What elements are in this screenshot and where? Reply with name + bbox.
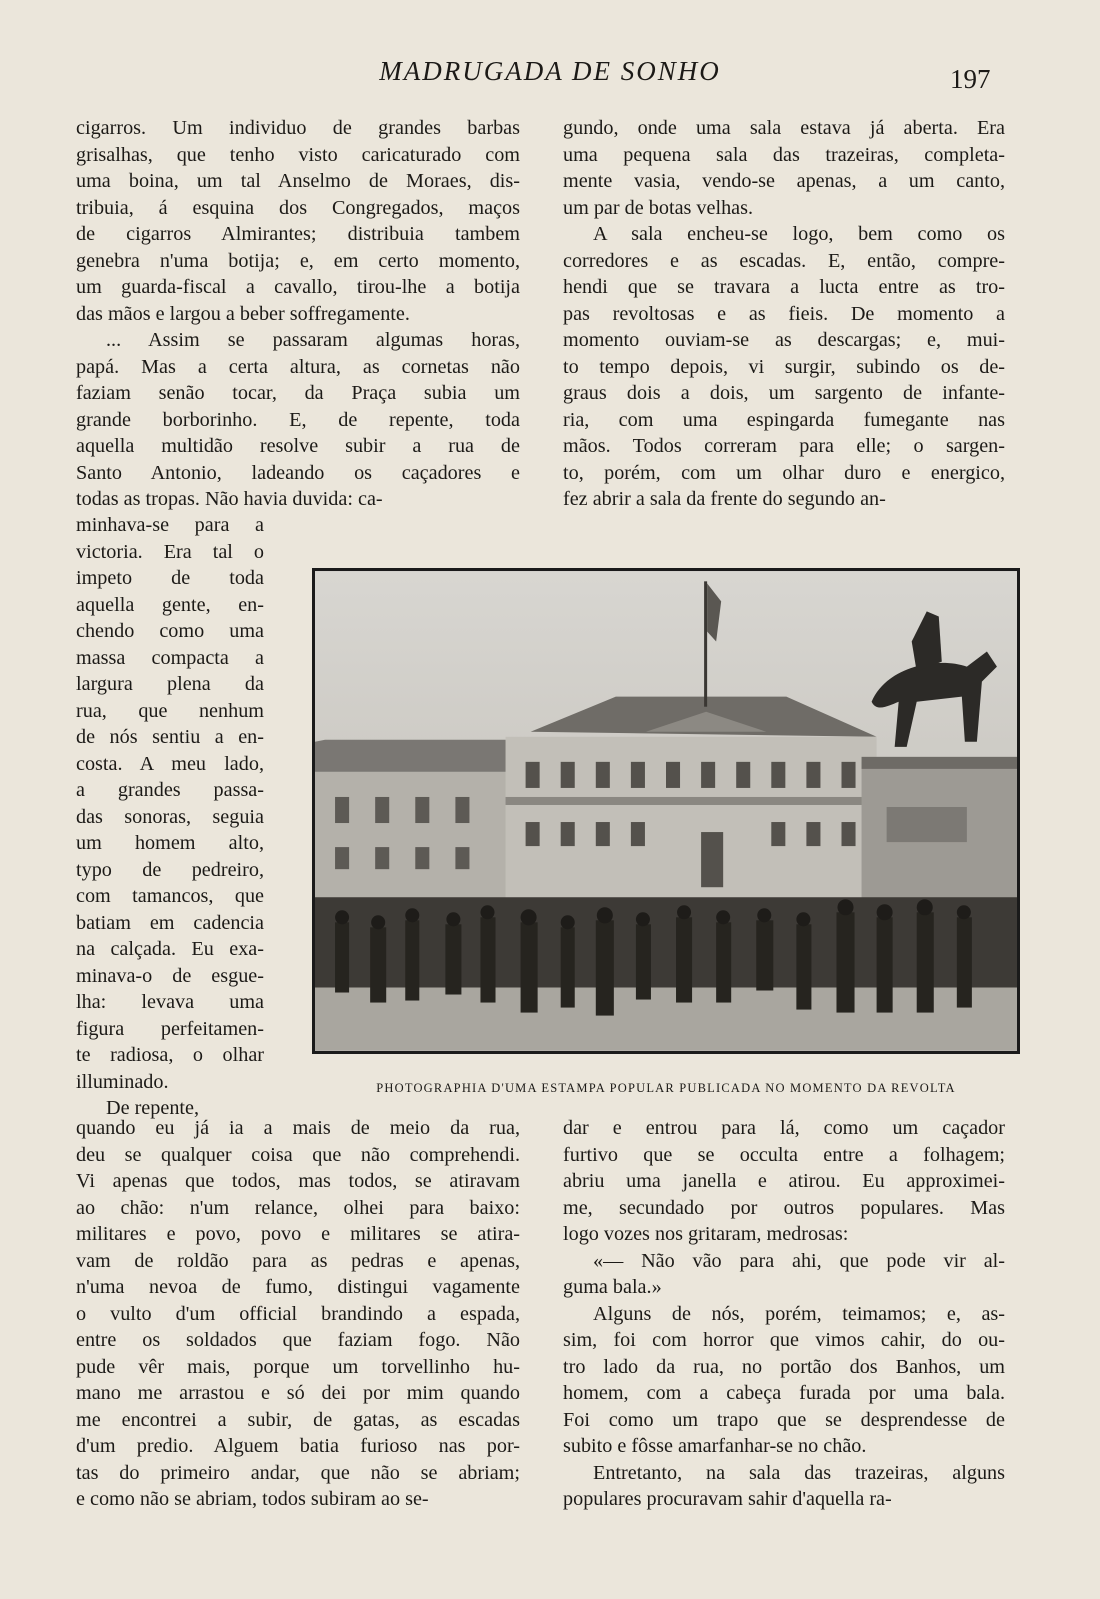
text-line: hendi que se travara a lucta entre as tro-: [563, 276, 1005, 298]
text-line: Santo Antonio, ladeando os caçadores e: [76, 461, 520, 484]
text-line: De repente,: [106, 1097, 200, 1119]
text-line: n'uma nevoa de fumo, distingui vagamente: [76, 1276, 520, 1298]
text-line: um par de botas velhas.: [563, 196, 754, 219]
text-line: todas as tropas. Não havia duvida: ca-: [76, 488, 383, 510]
text-line: me encontrei a subir, de gatas, as escadas: [76, 1408, 520, 1431]
text-line: costa. A meu lado,: [76, 752, 264, 775]
text-line: das mãos e largou a beber soffregamente.: [76, 302, 410, 325]
text-line: com tamancos, que: [76, 885, 264, 907]
text-line: fez abrir a sala da frente do segundo an-: [563, 488, 886, 510]
text-line: um homem alto,: [76, 832, 264, 854]
text-line: gundo, onde uma sala estava já aberta. Era: [563, 117, 1005, 139]
text-line: genebra n'uma botija; e, em certo momento,: [76, 249, 520, 272]
text-line: pas revoltosas e as fieis. De momento a: [563, 302, 1005, 325]
text-line: tro lado da rua, no portão dos Banhos, um: [563, 1355, 1005, 1378]
engraving-illustration: [315, 571, 1017, 1051]
text-line: victoria. Era tal o: [76, 540, 264, 563]
text-line: cigarros. Um individuo de grandes barbas: [76, 117, 520, 139]
text-line: o vulto d'um official brandindo a espada,: [76, 1302, 520, 1325]
text-line: mano me arrastou e só dei por mim quando: [76, 1382, 520, 1404]
text-line: lha: levava uma: [76, 991, 264, 1013]
running-header-title: MADRUGADA DE SONHO: [379, 56, 721, 86]
text-line: largura plena da: [76, 673, 264, 695]
photo-caption: PHOTOGRAPHIA D'UMA ESTAMPA POPULAR PUBLICADA NO MOMENTO DA REVOLTA: [376, 1081, 956, 1095]
text-line: graus dois a dois, um sargento de infante-: [563, 382, 1005, 404]
text-line: figura perfeitamen-: [76, 1017, 264, 1040]
text-line: typo de pedreiro,: [76, 858, 264, 881]
text-line: d'um predio. Alguem batia furioso nas por-: [76, 1435, 520, 1457]
text-line: Entretanto, na sala das trazeiras, alguns: [593, 1461, 1005, 1484]
text-line: um guarda-fiscal a cavallo, tirou-lhe a botija: [76, 276, 520, 298]
text-line: corredores e as escadas. E, então, compre-: [563, 249, 1005, 272]
text-line: grisalhas, que tenho visto caricaturado com: [76, 143, 520, 166]
text-line: impeto de toda: [76, 567, 264, 589]
text-line: entre os soldados que faziam fogo. Não: [76, 1329, 520, 1351]
text-line: A sala encheu-se logo, bem como os: [593, 223, 1005, 245]
text-line: Vi apenas que todos, mas todos, se atiravam: [76, 1170, 520, 1192]
text-line: de cigarros Almirantes; distribuia tambem: [76, 223, 520, 245]
text-line: abriu uma janella e atirou. Eu approximei-: [563, 1170, 1005, 1192]
text-line: subito e fôsse amarfanhar-se no chão.: [563, 1435, 867, 1457]
text-line: to tempo depois, vi surgir, subindo os de-: [563, 355, 1005, 378]
text-line: papá. Mas a certa altura, as cornetas não: [76, 355, 520, 378]
text-line: minhava-se para a: [76, 514, 264, 536]
narrow-column-beside-photo: [76, 512, 264, 1122]
top-left-column: [76, 115, 520, 513]
text-line: minava-o de esgue-: [76, 964, 264, 987]
text-line: Foi como um trapo que se desprendesse de: [563, 1408, 1005, 1431]
text-line: logo vozes nos gritaram, medrosas:: [563, 1223, 849, 1245]
text-line: dar e entrou para lá, como um caçador: [563, 1117, 1005, 1139]
text-line: momento ouviam-se as descargas; e, mui-: [563, 329, 1005, 351]
main-palace: [506, 697, 877, 908]
text-line: uma boina, um tal Anselmo de Moraes, dis-: [76, 170, 520, 192]
text-line: aquella gente, en-: [76, 593, 264, 616]
text-line: furtivo que se occulta entre a folhagem;: [563, 1143, 1005, 1166]
text-line: de nós sentiu a en-: [76, 726, 264, 748]
text-line: me, secundado por outros populares. Mas: [563, 1196, 1005, 1219]
text-line: vam de roldão para as pedras e apenas,: [76, 1249, 520, 1272]
text-line: militares e povo, povo e militares se atira-: [76, 1223, 520, 1245]
text-line: quando eu já ia a mais de meio da rua,: [76, 1117, 520, 1139]
bottom-left-column: [76, 1115, 520, 1513]
text-line: homem, com a cabeça furada por uma bala.: [563, 1382, 1005, 1404]
text-line: batiam em cadencia: [76, 911, 264, 934]
text-line: das sonoras, seguia: [76, 805, 264, 828]
crowd: [315, 897, 1017, 1050]
text-line: aquella multidão resolve subir a rua de: [76, 435, 520, 457]
text-line: Alguns de nós, porém, teimamos; e, as-: [593, 1302, 1005, 1325]
text-line: grande borborinho. E, de repente, toda: [76, 408, 520, 431]
text-line: pude vêr mais, porque um torvellinho hu-: [76, 1355, 520, 1378]
text-line: e como não se abriam, todos subiram ao se-: [76, 1488, 429, 1510]
text-line: ria, com uma espingarda fumegante nas: [563, 408, 1005, 431]
text-line: rua, que nenhum: [76, 699, 264, 722]
page-number: 197: [950, 64, 991, 94]
text-line: mente vasia, vendo-se apenas, a um canto,: [563, 170, 1005, 192]
text-line: chendo como uma: [76, 620, 264, 642]
left-building: [315, 740, 516, 902]
text-line: mãos. Todos correram para elle; o sargen-: [563, 435, 1005, 457]
text-line: ao chão: n'um relance, olhei para baixo:: [76, 1196, 520, 1219]
text-line: to, porém, com um olhar duro e energico,: [563, 461, 1005, 484]
text-line: guma bala.»: [563, 1276, 662, 1298]
text-line: ... Assim se passaram algumas horas,: [106, 329, 520, 351]
text-line: na calçada. Eu exa-: [76, 938, 264, 960]
text-line: «— Não vão para ahi, que pode vir al-: [593, 1249, 1005, 1272]
text-line: a grandes passa-: [76, 779, 264, 801]
bottom-right-column: [563, 1115, 1005, 1513]
engraving-photograph: [312, 568, 1020, 1054]
top-right-column: [563, 115, 1005, 513]
text-line: massa compacta a: [76, 646, 264, 669]
text-line: tribuia, á esquina dos Congregados, maços: [76, 196, 520, 219]
text-line: tas do primeiro andar, que não se abriam;: [76, 1461, 520, 1484]
text-line: uma pequena sala das trazeiras, completa-: [563, 143, 1005, 166]
text-line: sim, foi com horror que vimos cahir, do ou-: [563, 1329, 1005, 1351]
text-line: illuminado.: [76, 1070, 169, 1093]
text-line: populares procuravam sahir d'aquella ra-: [563, 1488, 892, 1510]
text-line: te radiosa, o olhar: [76, 1044, 264, 1066]
text-line: faziam senão tocar, da Praça subia um: [76, 382, 520, 404]
text-line: deu se qualquer coisa que não comprehendi.: [76, 1143, 520, 1166]
